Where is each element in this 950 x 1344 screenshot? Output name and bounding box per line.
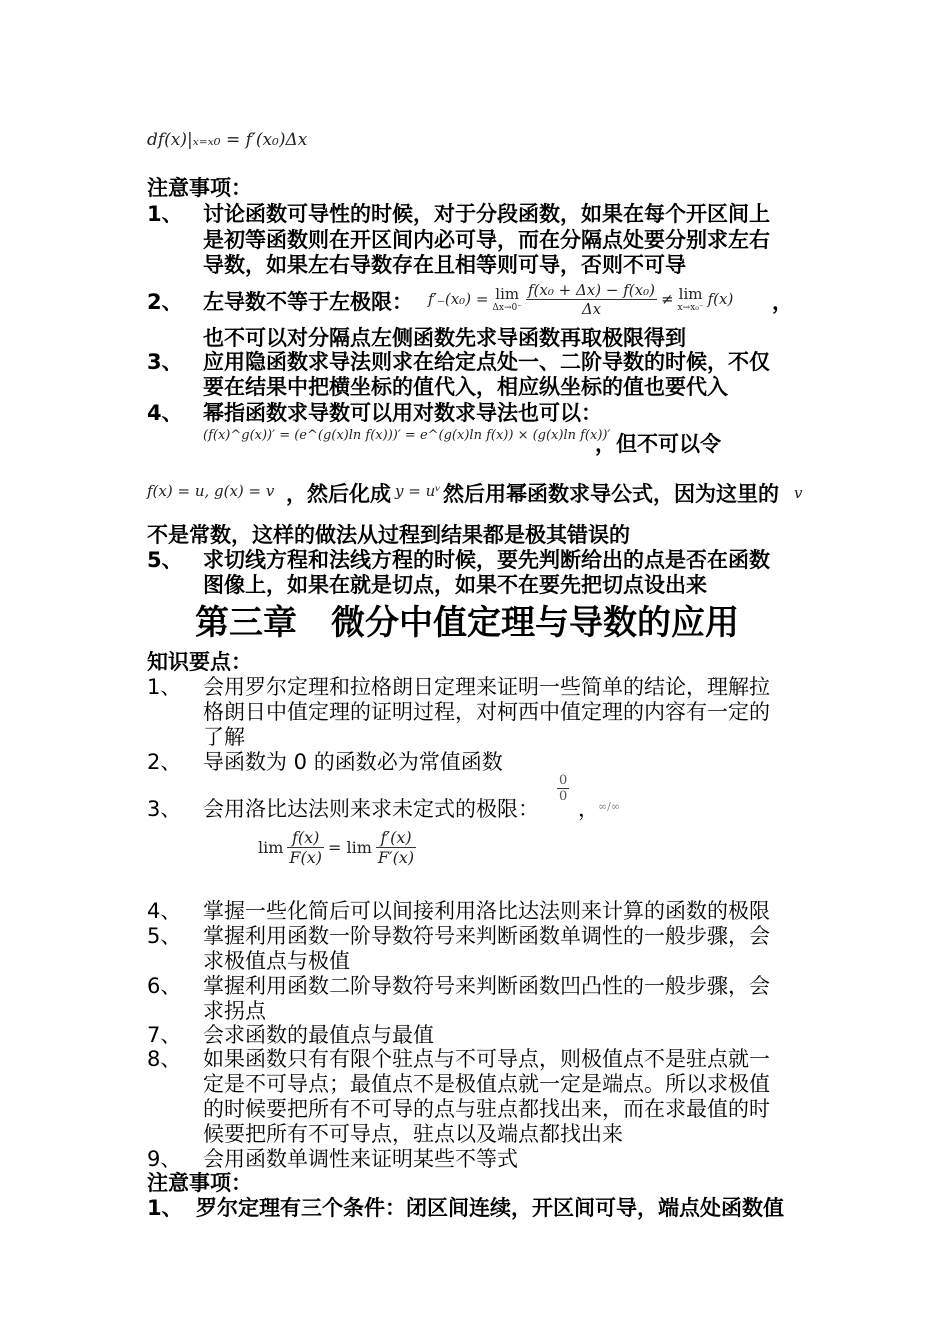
item-number: 9、: [147, 1147, 182, 1171]
not-equal-sign: ≠: [660, 290, 674, 308]
item-text: 左导数不等于左极限：: [203, 290, 413, 314]
item-text: 不是常数，这样的做法从过程到结果都是极其错误的: [147, 523, 630, 547]
item-text: ，但不可以令: [595, 432, 721, 456]
item-number: 5、: [147, 548, 183, 572]
item-text: 掌握利用函数二阶导数符号来判断函数凹凸性的一般步骤，会: [203, 974, 770, 998]
item-text: 定是不可导点；最值点不是极值点就一定是端点。所以求极值: [203, 1072, 770, 1096]
item-number: 5、: [147, 924, 182, 948]
lim-subscript: Δx→0⁻: [492, 303, 522, 313]
equals-lim: = lim: [328, 837, 372, 857]
item-text: 也不可以对分隔点左侧函数先求导函数再取极限得到: [203, 326, 686, 350]
item-text: 罗尔定理有三个条件：闭区间连续，开区间可导，端点处函数值: [196, 1196, 784, 1220]
item-text: 如果函数只有有限个驻点与不可导点，则极值点不是驻点就一: [203, 1047, 770, 1071]
lim-word: lim: [258, 837, 284, 857]
fraction-denominator: 0: [559, 789, 568, 804]
section-title-notes: 注意事项：: [147, 1171, 252, 1195]
fraction-numerator: f′(x): [376, 828, 416, 848]
fraction: [287, 828, 324, 867]
lim-word: lim: [495, 285, 520, 303]
item-text: 候要把所有不可导点，驻点以及端点都找出来: [203, 1122, 623, 1146]
limit-operator: [492, 285, 522, 313]
fraction-denominator: F(x): [289, 847, 323, 867]
fraction-numerator: f(x₀ + Δx) − f(x₀): [527, 280, 655, 299]
fraction-numerator: 0: [559, 773, 568, 788]
substitution-formula: f(x) = u, g(x) = v: [147, 482, 275, 500]
item-number: 7、: [147, 1023, 182, 1047]
lim-subscript: x→x₀⁻: [677, 303, 704, 313]
item-text: 会用洛比达法则来求未定式的极限：: [203, 797, 539, 821]
item-text: 图像上，如果在就是切点，如果不在要先把切点设出来: [203, 573, 707, 597]
fraction-numerator: f(x): [287, 828, 324, 848]
item-text: 掌握利用函数一阶导数符号来判断函数单调性的一般步骤，会: [203, 924, 770, 948]
chapter-heading: 第三章 微分中值定理与导数的应用: [195, 603, 739, 643]
item-text: 求极值点与极值: [203, 949, 350, 973]
fraction: [376, 828, 416, 867]
section-title-notes: 注意事项：: [147, 176, 252, 200]
item-text: 了解: [203, 725, 245, 749]
limit-operator: [678, 285, 704, 313]
lhopital-rule-formula: [258, 822, 416, 872]
item-number: 3、: [147, 350, 183, 374]
item-text: 会求函数的最值点与最值: [203, 1023, 434, 1047]
item-number: 2、: [147, 290, 183, 314]
difference-quotient: [526, 281, 657, 318]
fraction-denominator: Δx: [581, 299, 602, 318]
fraction-denominator: F′(x): [377, 847, 415, 867]
item-number: 4、: [147, 401, 183, 425]
item-text: 是初等函数则在开区间内必可导，而在分隔点处要分别求左右: [203, 228, 770, 252]
item-text: 求拐点: [203, 999, 266, 1023]
item-text: 掌握一些化简后可以间接利用洛比达法则来计算的函数的极限: [203, 899, 770, 923]
item-text: 要在结果中把横坐标的值代入，相应纵坐标的值也要代入: [203, 375, 728, 399]
item-text: 的时候要把所有不可导的点与驻点都找出来，而在求最值的时: [203, 1097, 770, 1121]
item-number: 2、: [147, 750, 182, 774]
formula-part: f′₋(x₀) =: [428, 290, 489, 308]
item-text: ，然后化成: [286, 482, 391, 506]
indeterminate-zero-over-zero: [557, 773, 569, 804]
item-number: 1、: [147, 202, 183, 226]
left-derivative-formula: [428, 275, 733, 323]
item-number: 1、: [147, 1196, 183, 1220]
item-number: 1、: [147, 675, 182, 699]
punctuation: ，: [578, 797, 599, 821]
item-text: 导数，如果左右导数存在且相等则可导，否则不可导: [203, 253, 686, 277]
lim-word: lim: [678, 285, 703, 303]
item-text: 导函数为 0 的函数必为常值函数: [203, 750, 503, 774]
indeterminate-inf-over-inf: ∞/∞: [598, 800, 621, 813]
item-text: 幂指函数求导数可以用对数求导法也可以：: [203, 401, 602, 425]
power-function-formula: y = uᵛ: [395, 482, 441, 500]
item-number: 4、: [147, 899, 182, 923]
item-text: 讨论函数可导性的时候，对于分段函数，如果在每个开区间上: [203, 202, 770, 226]
variable-v: v: [794, 484, 803, 502]
item-number: 8、: [147, 1047, 182, 1071]
item-text: 然后用幂函数求导公式，因为这里的: [443, 482, 779, 506]
item-number: 6、: [147, 974, 182, 998]
item-text: 应用隐函数求导法则求在给定点处一、二阶导数的时候，不仅: [203, 350, 770, 374]
item-text: 会用罗尔定理和拉格朗日定理来证明一些简单的结论，理解拉: [203, 675, 770, 699]
item-text: 求切线方程和法线方程的时候，要先判断给出的点是否在函数: [203, 548, 770, 572]
power-exponent-formula: (f(x)^g(x))′ = (e^(g(x)ln f(x)))′ = e^(g(x)ln f(x)) × (g(x)ln f(x))′: [203, 428, 611, 443]
item-number: 3、: [147, 797, 182, 821]
differential-formula: df(x)|ₓ₌ₓ₀ = f′(x₀)Δx: [147, 130, 308, 150]
punctuation: ，: [772, 290, 793, 314]
item-text: 会用函数单调性来证明某些不等式: [203, 1147, 518, 1171]
item-text: 格朗日中值定理的证明过程，对柯西中值定理的内容有一定的: [203, 700, 770, 724]
formula-part: f(x): [707, 290, 734, 308]
section-title-key-points: 知识要点：: [147, 650, 252, 674]
